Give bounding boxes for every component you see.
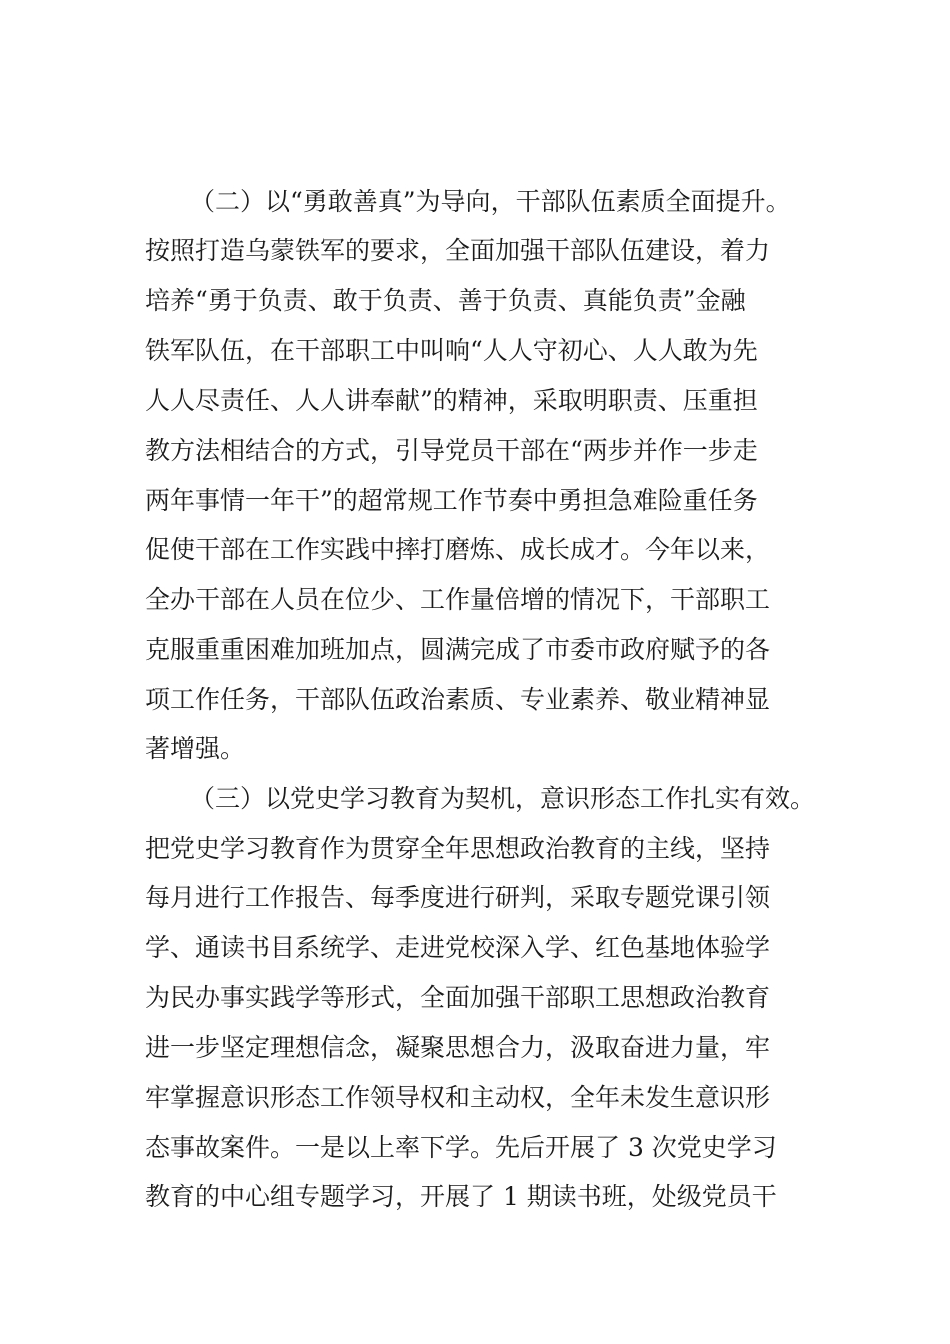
- line-text: 牢掌握意识形态工作领导权和主动权，全年未发生意识形: [145, 1083, 771, 1112]
- line-text: 教方法相结合的方式，引导党员干部在“两步并作一步走: [145, 436, 758, 465]
- line-text: 两年事情一年干”的超常规工作节奏中勇担急难险重任务: [145, 486, 758, 515]
- line-text: 态事故案件。一是以上率下学。先后开展了 3 次党史学习: [145, 1133, 777, 1162]
- line-text: 培养“勇于负责、敢于负责、善于负责、真能负责”金融: [145, 286, 746, 315]
- line-text: 学、通读书目系统学、走进党校深入学、红色基地体验学: [145, 933, 771, 962]
- line-text: 铁军队伍，在干部职工中叫响“人人守初心、人人敢为先: [145, 336, 758, 365]
- line-text: 克服重重困难加班加点，圆满完成了市委市政府赋予的各: [145, 635, 771, 664]
- line-text: 为民办事实践学等形式，全面加强干部职工思想政治教育: [145, 983, 771, 1012]
- line-text: （二）以“勇敢善真”为导向，干部队伍素质全面提升。: [190, 187, 791, 216]
- line-text: 按照打造乌蒙铁军的要求，全面加强干部队伍建设，着力: [145, 236, 771, 265]
- line-text: 进一步坚定理想信念，凝聚思想合力，汲取奋进力量，牢: [145, 1033, 771, 1062]
- line-text: 项工作任务，干部队伍政治素质、专业素养、敬业精神显: [145, 685, 771, 714]
- line-text: 著增强。: [145, 734, 246, 763]
- line-text: 全办干部在人员在位少、工作量倍增的情况下，干部职工: [145, 585, 771, 614]
- line-text: （三）以党史学习教育为契机，意识形态工作扎实有效。: [190, 784, 816, 813]
- line-text: 每月进行工作报告、每季度进行研判，采取专题党课引领: [145, 883, 771, 912]
- line-text: 教育的中心组专题学习，开展了 1 期读书班，处级党员干: [145, 1182, 777, 1211]
- line-text: 把党史学习教育作为贯穿全年思想政治教育的主线，坚持: [145, 834, 771, 863]
- line-text: 人人尽责任、人人讲奉献”的精神，采取明职责、压重担: [145, 386, 758, 415]
- line-text: 促使干部在工作实践中摔打磨炼、成长成才。今年以来，: [145, 535, 771, 564]
